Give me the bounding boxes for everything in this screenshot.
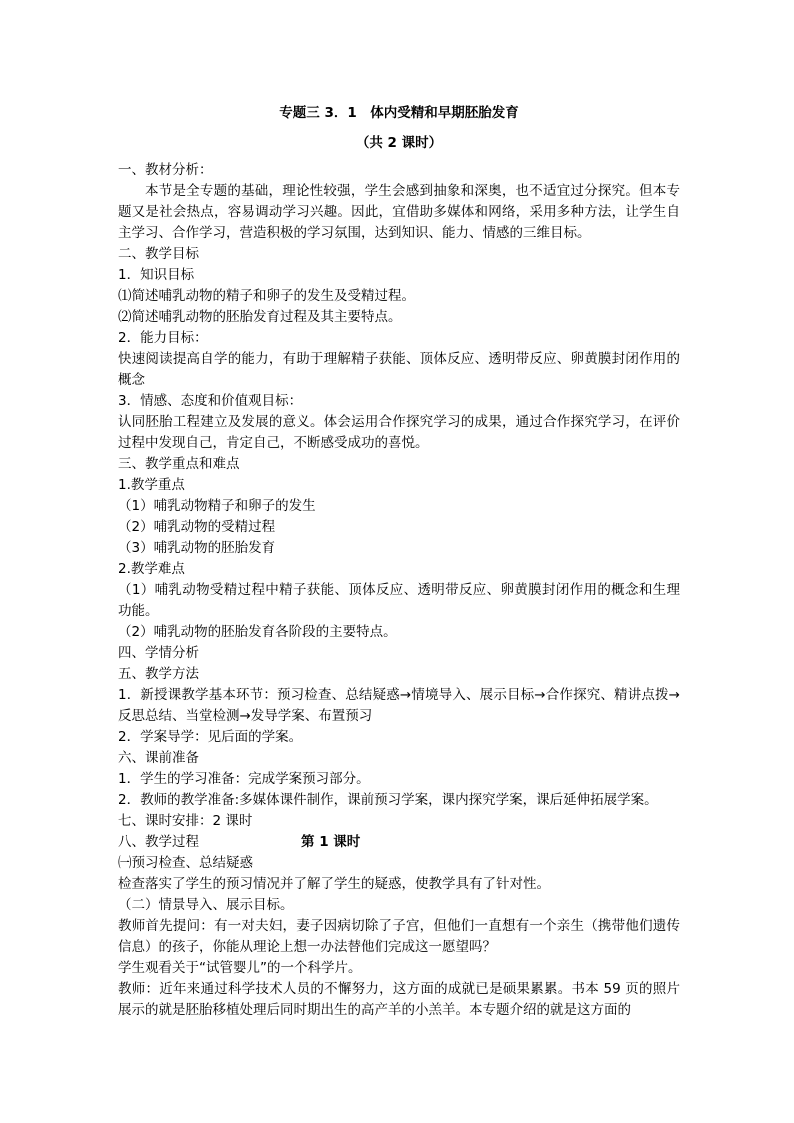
difficult-points-heading: 2.教学难点	[118, 561, 185, 577]
lesson-label: 第 1 课时	[301, 834, 361, 850]
key-point-item: （3）哺乳动物的胚胎发育	[118, 540, 276, 556]
emotion-goal-heading: 3．情感、态度和价值观目标：	[118, 393, 303, 409]
step1-heading: ㈠预习检查、总结疑惑	[118, 855, 253, 871]
key-point-item: （2）哺乳动物的受精过程	[118, 519, 276, 535]
ability-goal-text: 快速阅读提高自学的能力，有助于理解精子获能、顶体反应、透明带反应、卵黄膜封闭作用的概念	[118, 351, 680, 388]
section4-heading: 四、学情分析	[118, 645, 199, 661]
step1-text: 检查落实了学生的预习情况并了解了学生的疑惑，使教学具有了针对性。	[118, 876, 550, 892]
key-points-heading: 1.教学重点	[118, 477, 185, 493]
document-title: 专题三 3．1 体内受精和早期胚胎发育	[279, 105, 519, 121]
section6-heading: 六、课前准备	[118, 750, 199, 766]
method-item: 1．新授课教学基本环节：预习检查、总结疑惑→情境导入、展示目标→合作探究、精讲点拨→反思总结、当堂检测→发导学案、布置预习	[118, 687, 680, 724]
method-item: 2．学案导学：见后面的学案。	[118, 729, 303, 745]
section1-paragraph: 本节是全专题的基础，理论性较强，学生会感到抽象和深奥，也不适宜过分探究。但本专题又是社会热点，容易调动学习兴趣。因此，宜借助多媒体和网络，采用多种方法，让学生自主学习、合作学习，营造积极的学习氛围，达到知识、能力、情感的三维目标。	[118, 183, 680, 241]
section8-row	[118, 832, 680, 853]
prep-item: 2．教师的教学准备:多媒体课件制作，课前预习学案，课内探究学案，课后延伸拓展学案。	[118, 792, 658, 808]
prep-item: 1．学生的学习准备：完成学案预习部分。	[118, 771, 370, 787]
step2-teacher: 教师：近年来通过科学技术人员的不懈努力，这方面的成就已是硕果累累。书本 59 页的照片展示的就是胚胎移植处理后同时期出生的高产羊的小羔羊。本专题介绍的就是这方面的	[118, 981, 680, 1018]
difficult-point-item: （1）哺乳动物受精过程中精子获能、顶体反应、透明带反应、卵黄膜封闭作用的概念和生理功能。	[118, 582, 680, 619]
knowledge-goal-item: ⑵简述哺乳动物的胚胎发育过程及其主要特点。	[118, 309, 402, 325]
section5-heading: 五、教学方法	[118, 666, 199, 682]
ability-goal-heading: 2．能力目标：	[118, 330, 208, 346]
step2-heading: （二）情景导入、展示目标。	[118, 897, 294, 913]
section2-heading: 二、教学目标	[118, 246, 199, 262]
section1-heading: 一、教材分析：	[118, 162, 213, 178]
difficult-point-item: （2）哺乳动物的胚胎发育各阶段的主要特点。	[118, 624, 397, 640]
document-page	[118, 104, 680, 1021]
section8-heading: 八、教学过程	[118, 834, 199, 850]
key-point-item: （1）哺乳动物精子和卵子的发生	[118, 498, 316, 514]
knowledge-goal-item: ⑴简述哺乳动物的精子和卵子的发生及受精过程。	[118, 288, 415, 304]
section3-heading: 三、教学重点和难点	[118, 456, 240, 472]
section7-heading: 七、课时安排：2 课时	[118, 813, 253, 829]
document-subtitle: （共 2 课时）	[355, 135, 443, 151]
step2-video: 学生观看关于“试管婴儿”的一个科学片。	[118, 960, 362, 976]
emotion-goal-text: 认同胚胎工程建立及发展的意义。体会运用合作探究学习的成果，通过合作探究学习，在评价过程中发现自己，肯定自己，不断感受成功的喜悦。	[118, 414, 680, 451]
step2-text: 教师首先提问：有一对夫妇，妻子因病切除了子宫，但他们一直想有一个亲生（携带他们遗传信息）的孩子，你能从理论上想一办法替他们完成这一愿望吗？	[118, 918, 680, 955]
knowledge-goal-heading: 1．知识目标	[118, 267, 195, 283]
